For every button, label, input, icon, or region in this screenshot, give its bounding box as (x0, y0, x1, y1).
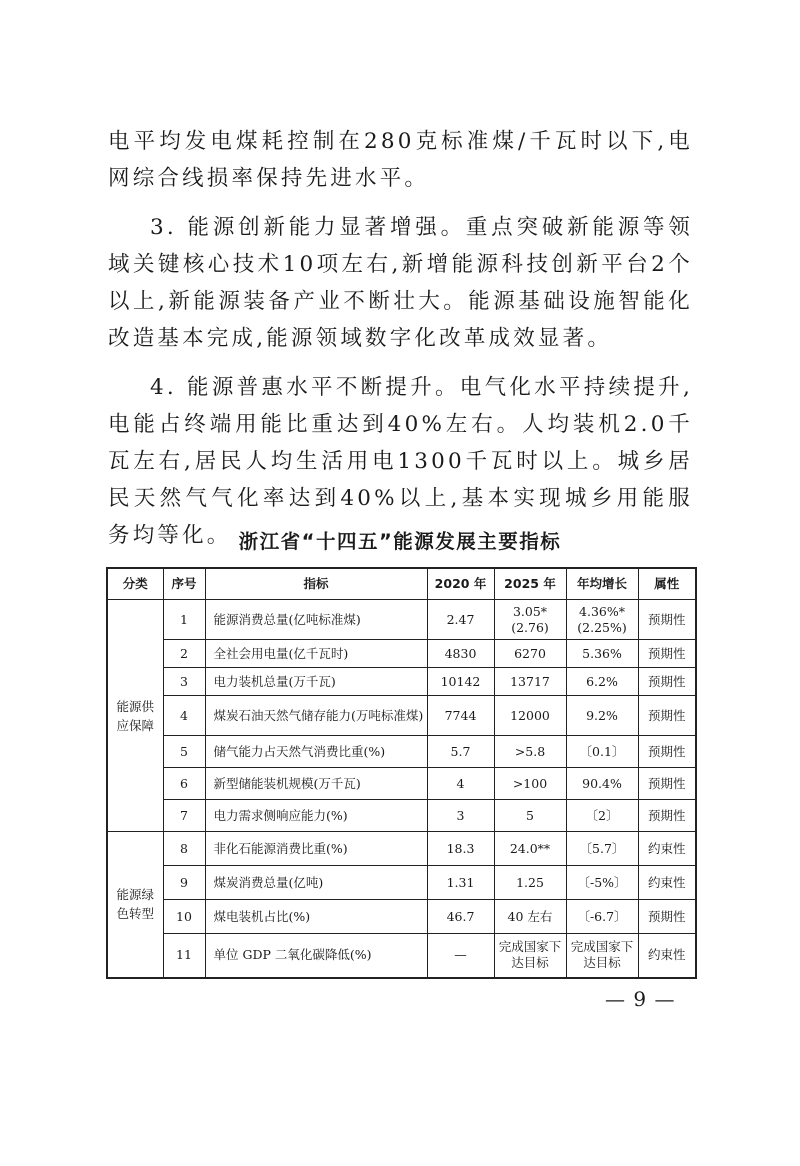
page-number: — 9 — (605, 987, 676, 1011)
value-2020: 7744 (427, 696, 494, 736)
indicator-name: 煤炭石油天然气储存能力(万吨标准煤) (205, 696, 427, 736)
indicator-name: 单位 GDP 二氧化碳降低(%) (205, 934, 427, 978)
table-row (107, 736, 696, 768)
value-attribute: 约束性 (638, 866, 696, 900)
header-indicator: 指标 (205, 568, 427, 600)
value-2020: 2.47 (427, 600, 494, 640)
paragraph-3: 4. 能源普惠水平不断提升。电气化水平持续提升,电能占终端用能比重达到40%左右。人均装机2.0千瓦左右,居民人均生活用电1300千瓦时以上。城乡居民天然气气化率达到40%以上,基本实现城乡用能服务均等化。 (108, 375, 693, 548)
value-2025: 6270 (494, 640, 566, 668)
value-2025: 1.25 (494, 866, 566, 900)
table-row (107, 800, 696, 832)
value-2020: 4830 (427, 640, 494, 668)
category-cell: 能源供应保障 (107, 600, 163, 832)
paragraph-2: 3. 能源创新能力显著增强。重点突破新能源等领域关键核心技术10项左右,新增能源科技创新平台2个以上,新能源装备产业不断壮大。能源基础设施智能化改造基本完成,能源领域数字化改革成效显著。 (108, 215, 693, 351)
value-2020: 4 (427, 768, 494, 800)
value-growth (566, 600, 638, 640)
value-2020: 18.3 (427, 832, 494, 866)
value-growth: 〔-6.7〕 (566, 900, 638, 934)
row-number: 5 (163, 736, 205, 768)
value-2020: 1.31 (427, 866, 494, 900)
value-attribute: 预期性 (638, 768, 696, 800)
table-row (107, 832, 696, 866)
table-row (107, 696, 696, 736)
header-category: 分类 (107, 568, 163, 600)
value-attribute: 预期性 (638, 640, 696, 668)
value-growth: 完成国家下达目标 (566, 934, 638, 978)
value-2025: 13717 (494, 668, 566, 696)
table-row (107, 866, 696, 900)
indicator-name: 电力装机总量(万千瓦) (205, 668, 427, 696)
value-attribute: 预期性 (638, 668, 696, 696)
value-2025: 5 (494, 800, 566, 832)
indicator-name: 电力需求侧响应能力(%) (205, 800, 427, 832)
value-attribute: 预期性 (638, 800, 696, 832)
value-2025: 24.0** (494, 832, 566, 866)
value-2020: 3 (427, 800, 494, 832)
indicator-name: 新型储能装机规模(万千瓦) (205, 768, 427, 800)
paragraph-1: 电平均发电煤耗控制在280克标准煤/千瓦时以下,电网综合线损率保持先进水平。 (108, 129, 693, 191)
row-number: 3 (163, 668, 205, 696)
value-2025-main: 3.05* (512, 603, 548, 619)
value-2025: 12000 (494, 696, 566, 736)
value-attribute: 约束性 (638, 934, 696, 978)
indicator-name: 煤电装机占比(%) (205, 900, 427, 934)
value-2025: >100 (494, 768, 566, 800)
row-number: 8 (163, 832, 205, 866)
value-2025: 完成国家下达目标 (494, 934, 566, 978)
indicator-name: 非化石能源消费比重(%) (205, 832, 427, 866)
value-2020: 10142 (427, 668, 494, 696)
row-number: 7 (163, 800, 205, 832)
value-2025-sub: (2.76) (511, 619, 549, 635)
row-number: 4 (163, 696, 205, 736)
row-number: 6 (163, 768, 205, 800)
value-growth: 〔-5%〕 (566, 866, 638, 900)
header-2020: 2020 年 (427, 568, 494, 600)
row-number: 9 (163, 866, 205, 900)
table-row (107, 900, 696, 934)
indicator-name: 全社会用电量(亿千瓦时) (205, 640, 427, 668)
value-attribute: 预期性 (638, 600, 696, 640)
value-attribute: 约束性 (638, 832, 696, 866)
table-row (107, 934, 696, 978)
value-growth: 9.2% (566, 696, 638, 736)
indicator-table (106, 567, 697, 979)
value-growth: 6.2% (566, 668, 638, 696)
header-attribute: 属性 (638, 568, 696, 600)
indicator-name: 储气能力占天然气消费比重(%) (205, 736, 427, 768)
value-2020: 46.7 (427, 900, 494, 934)
value-2025: 40 左右 (494, 900, 566, 934)
value-growth-main: 4.36%* (579, 603, 625, 619)
value-growth-sub: (2.25%) (577, 619, 627, 635)
table-row (107, 640, 696, 668)
value-2020: 5.7 (427, 736, 494, 768)
category-cell: 能源绿色转型 (107, 832, 163, 978)
table-header-row (107, 568, 696, 600)
table-row (107, 668, 696, 696)
row-number: 1 (163, 600, 205, 640)
value-attribute: 预期性 (638, 696, 696, 736)
value-2025: >5.8 (494, 736, 566, 768)
row-number: 10 (163, 900, 205, 934)
value-growth: 〔5.7〕 (566, 832, 638, 866)
value-attribute: 预期性 (638, 900, 696, 934)
value-2025 (494, 600, 566, 640)
row-number: 11 (163, 934, 205, 978)
value-attribute: 预期性 (638, 736, 696, 768)
row-number: 2 (163, 640, 205, 668)
table-title: 浙江省“十四五”能源发展主要指标 (238, 530, 562, 553)
indicator-name: 煤炭消费总量(亿吨) (205, 866, 427, 900)
value-2020: — (427, 934, 494, 978)
table-row (107, 768, 696, 800)
header-number: 序号 (163, 568, 205, 600)
header-growth: 年均增长 (566, 568, 638, 600)
table-row (107, 600, 696, 640)
value-growth: 〔0.1〕 (566, 736, 638, 768)
indicator-name: 能源消费总量(亿吨标准煤) (205, 600, 427, 640)
value-growth: 5.36% (566, 640, 638, 668)
value-growth: 〔2〕 (566, 800, 638, 832)
header-2025: 2025 年 (494, 568, 566, 600)
value-growth: 90.4% (566, 768, 638, 800)
